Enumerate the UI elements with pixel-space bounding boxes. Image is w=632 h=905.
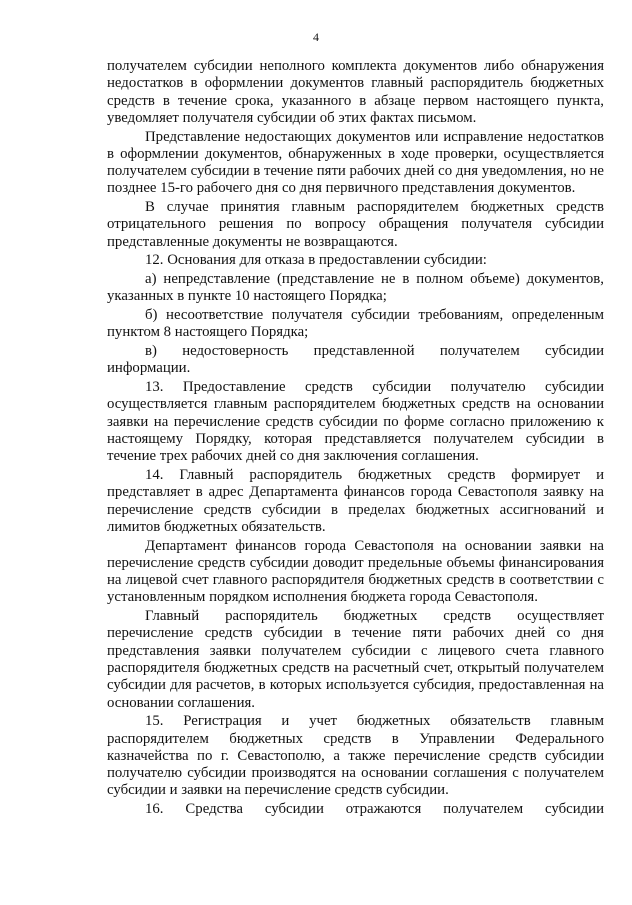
paragraph: В случае принятия главным распорядителем бюджетных средств отрицательного решения по вопросу обращения получателя субсидии представленные документы не возвращаются. (107, 199, 604, 250)
paragraph: Главный распорядитель бюджетных средств осуществляет перечисление средств субсидии в течение пяти рабочих дней со дня представления заявки получателем субсидии с лицевого счета главного распорядителя бюджетных средств на расчетный счет, открытый получателем субсидии для расчетов, в которых используется субсидия, предоставленная на основании соглашения. (107, 608, 604, 711)
document-body (107, 58, 604, 820)
paragraph: а) непредставление (представление не в полном объеме) документов, указанных в пункте 10 настоящего Порядка; (107, 271, 604, 305)
paragraph: 13. Предоставление средств субсидии получателю субсидии осуществляется главным распорядителем бюджетных средств на основании заявки на перечисление средств субсидии по форме согласно приложению к настоящему Порядку, которая представляется получателем субсидии в течение трех рабочих дней со дня заключения соглашения. (107, 379, 604, 465)
paragraph: получателем субсидии неполного комплекта документов либо обнаружения недостатков в оформлении документов главный распорядитель бюджетных средств в течение срока, указанного в абзаце первом настоящего пункта, уведомляет получателя субсидии об этих фактах письмом. (107, 58, 604, 126)
paragraph: 12. Основания для отказа в предоставлении субсидии: (145, 252, 487, 269)
paragraph: б) несоответствие получателя субсидии требованиям, определенным пунктом 8 настоящего Порядка; (107, 307, 604, 341)
paragraph: 14. Главный распорядитель бюджетных средств формирует и представляет в адрес Департамента финансов города Севастополя заявку на перечисление средств субсидии в пределах бюджетных ассигнований и лимитов бюджетных обязательств. (107, 466, 604, 535)
paragraph: 15. Регистрация и учет бюджетных обязательств главным распорядителем бюджетных средств в Управлении Федерального казначейства по г. Севастополю, а также перечисление средств субсидии получателю субсидии производятся на основании соглашения с получателем субсидии и заявки на перечисление средств субсидии. (107, 713, 604, 799)
page-number: 4 (313, 30, 319, 44)
paragraph: 16. Средства субсидии отражаются получателем субсидии (145, 801, 604, 818)
paragraph: в) недостоверность представленной получателем субсидии информации. (107, 343, 604, 377)
paragraph: Департамент финансов города Севастополя на основании заявки на перечисление средств субсидии доводит предельные объемы финансирования на лицевой счет главного распорядителя бюджетных средств в соответствии с установленным порядком исполнения бюджета города Севастополя. (107, 537, 604, 606)
paragraph: Представление недостающих документов или исправление недостатков в оформлении документов, обнаруженных в ходе проверки, осуществляется получателем субсидии в течение пяти рабочих дней со дня уведомления, но не позднее 15-го рабочего дня со дня первичного представления документов. (107, 128, 604, 197)
